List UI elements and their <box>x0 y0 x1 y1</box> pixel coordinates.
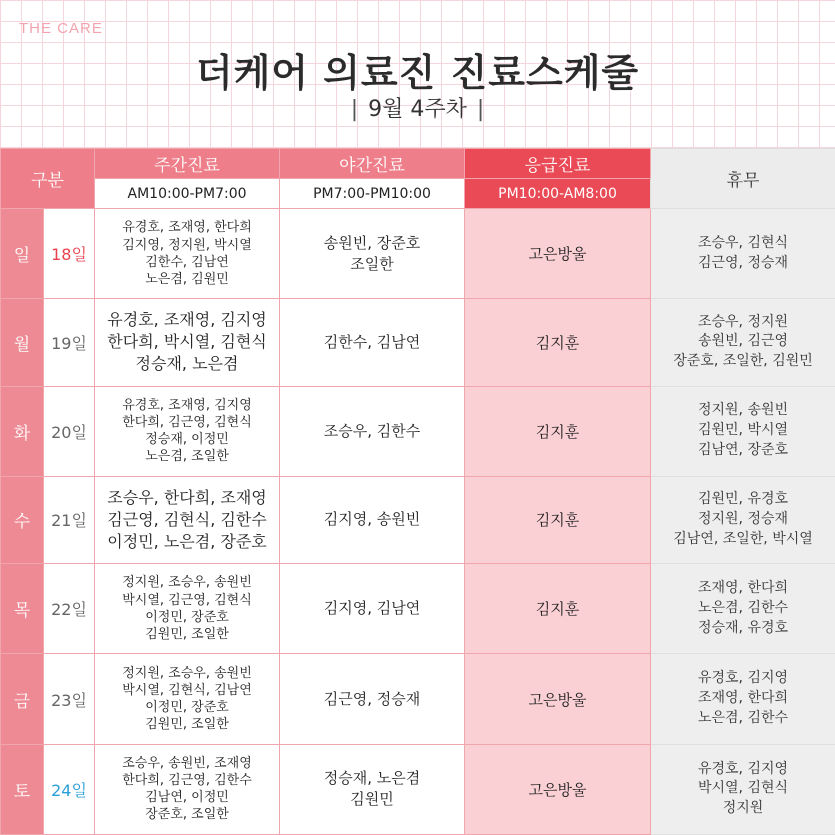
night-shift-line: 정승재, 노은겸 <box>323 769 421 788</box>
emergency-staff: 김지훈 <box>465 299 651 386</box>
day-shift-line: 이정민, 장준호 <box>145 700 229 715</box>
off-staff <box>651 654 835 744</box>
header-gubun: 구분 <box>1 149 95 209</box>
off-staff <box>651 476 835 563</box>
emergency-staff: 김지훈 <box>465 476 651 563</box>
header-night-time: PM7:00-PM10:00 <box>280 179 465 209</box>
schedule-table <box>0 148 835 835</box>
day-shift-staff <box>95 564 280 654</box>
emergency-staff: 김지훈 <box>465 386 651 476</box>
night-shift-line: 김지영, 김남연 <box>323 599 421 618</box>
night-shift-staff <box>280 299 465 386</box>
off-line: 조재영, 한다희 <box>697 690 789 707</box>
off-line: 조재영, 한다희 <box>697 579 789 596</box>
day-of-week: 목 <box>1 564 44 654</box>
day-shift-staff <box>95 386 280 476</box>
header-emergency-time: PM10:00-AM8:00 <box>465 179 651 209</box>
day-shift-line: 장준호, 조일한 <box>145 807 229 823</box>
night-shift-line: 조일한 <box>350 254 394 273</box>
page-title: 더케어 의료진 진료스케줄 <box>195 51 640 95</box>
day-shift-line: 정지원, 조승우, 송원빈 <box>122 575 252 591</box>
day-shift-staff <box>95 209 280 299</box>
header-row <box>1 149 835 179</box>
night-shift-staff <box>280 564 465 654</box>
day-shift-line: 박시열, 김현식, 김남연 <box>122 682 252 698</box>
off-line: 김근영, 정승재 <box>697 254 789 271</box>
day-shift-staff <box>95 476 280 563</box>
header-day-time: AM10:00-PM7:00 <box>95 179 280 209</box>
day-shift-staff <box>95 299 280 386</box>
schedule-row <box>1 209 835 299</box>
day-of-week: 금 <box>1 654 44 744</box>
day-of-week: 일 <box>1 209 44 299</box>
emergency-staff: 김지훈 <box>465 564 651 654</box>
off-staff <box>651 564 835 654</box>
header-off: 휴무 <box>651 149 835 209</box>
date-label: 23일 <box>44 654 95 744</box>
day-shift-line: 김한수, 김남연 <box>145 254 229 270</box>
night-shift-line: 송원빈, 장준호 <box>323 233 421 252</box>
day-shift-line: 조승우, 송원빈, 조재영 <box>122 756 252 772</box>
night-shift-staff <box>280 209 465 299</box>
day-of-week: 토 <box>1 744 44 834</box>
emergency-staff: 고은방울 <box>465 744 651 834</box>
page-subtitle <box>0 92 835 123</box>
night-shift-staff <box>280 744 465 834</box>
day-shift-line: 조승우, 한다희, 조재영 <box>107 487 267 507</box>
off-staff <box>651 744 835 834</box>
day-shift-staff <box>95 744 280 834</box>
subtitle-divider-right: | <box>476 97 485 122</box>
off-line: 유경호, 김지영 <box>697 760 789 777</box>
day-shift-line: 이정민, 노은겸, 장준호 <box>107 531 267 551</box>
schedule-row <box>1 386 835 476</box>
date-label: 21일 <box>44 476 95 563</box>
off-line: 박시열, 김현식 <box>697 780 789 797</box>
night-shift-staff <box>280 386 465 476</box>
header-day-shift: 주간진료 <box>95 149 280 179</box>
off-line: 장준호, 조일한, 김원민 <box>673 353 813 370</box>
off-staff <box>651 386 835 476</box>
brand-logo-text: THE CARE <box>19 20 103 37</box>
date-label: 22일 <box>44 564 95 654</box>
date-label: 19일 <box>44 299 95 386</box>
date-label: 24일 <box>44 744 95 834</box>
week-label: 9월 4주차 <box>368 97 467 122</box>
day-shift-line: 김원민, 조일한 <box>145 626 229 642</box>
off-line: 유경호, 김지영 <box>697 670 789 687</box>
off-line: 김원민, 박시열 <box>697 422 789 439</box>
day-of-week: 월 <box>1 299 44 386</box>
day-shift-line: 유경호, 조재영, 한다희 <box>122 220 252 236</box>
off-line: 김남연, 조일한, 박시열 <box>673 530 813 547</box>
schedule-row <box>1 564 835 654</box>
day-shift-line: 노은겸, 김원민 <box>145 271 229 287</box>
night-shift-staff <box>280 476 465 563</box>
off-line: 김원민, 유경호 <box>697 491 789 508</box>
off-line: 정지원 <box>722 800 764 817</box>
night-shift-line: 김지영, 송원빈 <box>323 510 421 529</box>
schedule-row <box>1 476 835 563</box>
day-shift-line: 노은겸, 조일한 <box>145 449 229 465</box>
day-shift-line: 한다희, 김근영, 김한수 <box>122 773 252 789</box>
schedule-row <box>1 744 835 834</box>
day-shift-line: 유경호, 조재영, 김지영 <box>107 310 267 330</box>
day-shift-line: 김근영, 김현식, 김한수 <box>107 509 267 529</box>
day-shift-staff <box>95 654 280 744</box>
day-of-week: 화 <box>1 386 44 476</box>
day-shift-line: 한다희, 박시열, 김현식 <box>107 332 267 352</box>
day-shift-line: 정승재, 노은겸 <box>135 354 239 374</box>
schedule-row <box>1 299 835 386</box>
emergency-staff: 고은방울 <box>465 654 651 744</box>
schedule-row <box>1 654 835 744</box>
day-shift-line: 한다희, 김근영, 김현식 <box>122 415 252 431</box>
day-shift-line: 유경호, 조재영, 김지영 <box>122 397 252 413</box>
off-staff <box>651 209 835 299</box>
off-line: 정지원, 송원빈 <box>697 402 789 419</box>
subtitle-divider-left: | <box>350 97 359 122</box>
day-of-week: 수 <box>1 476 44 563</box>
day-shift-line: 이정민, 장준호 <box>145 609 229 625</box>
night-shift-line: 김근영, 정승재 <box>323 689 421 708</box>
date-label: 20일 <box>44 386 95 476</box>
day-shift-line: 김원민, 조일한 <box>145 717 229 733</box>
off-line: 노은겸, 김한수 <box>697 709 789 726</box>
night-shift-staff <box>280 654 465 744</box>
off-line: 정지원, 정승재 <box>697 510 789 527</box>
off-line: 송원빈, 김근영 <box>697 333 789 350</box>
off-line: 조승우, 김현식 <box>697 234 789 251</box>
day-shift-line: 김남연, 이정민 <box>145 790 229 806</box>
day-shift-line: 정승재, 이정민 <box>145 432 229 448</box>
night-shift-line: 조승우, 김한수 <box>323 421 421 440</box>
emergency-staff: 고은방울 <box>465 209 651 299</box>
header-night-shift: 야간진료 <box>280 149 465 179</box>
day-shift-line: 박시열, 김근영, 김현식 <box>122 592 252 608</box>
day-shift-line: 김지영, 정지원, 박시열 <box>122 237 252 253</box>
date-label: 18일 <box>44 209 95 299</box>
off-line: 조승우, 정지원 <box>697 313 789 330</box>
off-staff <box>651 299 835 386</box>
night-shift-line: 김원민 <box>350 790 394 809</box>
header-emergency: 응급진료 <box>465 149 651 179</box>
night-shift-line: 김한수, 김남연 <box>323 332 421 351</box>
off-line: 노은겸, 김한수 <box>697 599 789 616</box>
off-line: 정승재, 유경호 <box>697 619 789 636</box>
day-shift-line: 정지원, 조승우, 송원빈 <box>122 665 252 681</box>
off-line: 김남연, 장준호 <box>697 442 789 459</box>
